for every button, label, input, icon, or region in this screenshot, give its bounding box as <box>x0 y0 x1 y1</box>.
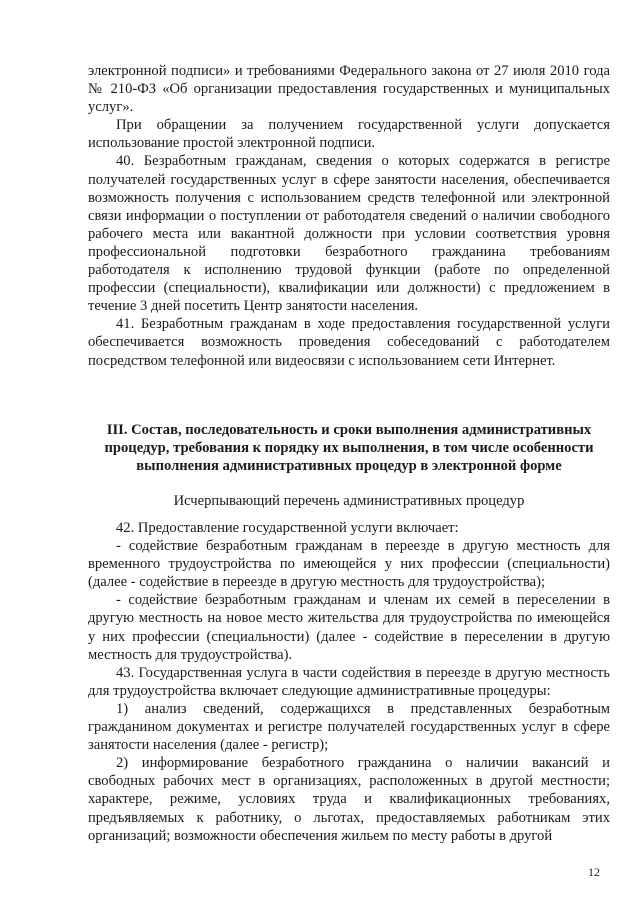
text-block-bottom <box>88 519 610 845</box>
list-item-relocation-temporary: - содействие безработным гражданам в переезде в другую местность для временного трудоустройства по имеющейся у них профессии (специальности) (далее - содействие в переезде в другую местность для трудоустройства); <box>88 538 610 591</box>
paragraph-simple-signature: При обращении за получением государственной услуги допускается использование простой электронной подписи. <box>88 117 610 152</box>
paragraph-41: 41. Безработным гражданам в ходе предоставления государственной услуги обеспечивается возможность проведения собеседований с работодателем посредством телефонной или видеосвязи с использованием сети Интернет. <box>88 316 610 369</box>
list-item-analysis: 1) анализ сведений, содержащихся в представленных безработным гражданином документах и регистре получателей государственных услуг в сфере занятости населения (далее - регистр); <box>88 700 610 754</box>
list-item-informing: 2) информирование безработного гражданина о наличии вакансий и свободных рабочих мест в организациях, расположенных в другой местности; характере, режиме, условиях труда и квалификационных требованиях, предъявляемых к работнику, о льготах, предоставляемых работникам этих организаций; возможности обеспечения жильем по месту работы в другой <box>88 755 610 844</box>
section-heading: III. Состав, последовательность и сроки выполнения административных процедур, требования к порядку их выполнения, в том числе особенности выполнения административных процедур в электронной форме <box>104 422 594 475</box>
text-block-top <box>88 62 610 370</box>
list-item-resettlement: - содействие безработным гражданам и членам их семей в переселении в другую местность на новое место жительства для трудоустройства по имеющейся у них профессии (специальности) (далее - содействие в переселении в другую местность для трудоустройства). <box>88 592 610 663</box>
paragraph-43: 43. Государственная услуга в части содействия в переезде в другую местность для трудоустройства включает следующие административные процедуры: <box>88 664 610 699</box>
subsection-heading: Исчерпывающий перечень административных процедур <box>173 493 525 509</box>
paragraph-42: 42. Предоставление государственной услуги включает: <box>116 520 459 536</box>
paragraph-continuation: электронной подписи» и требованиями Федерального закона от 27 июля 2010 года № 210-ФЗ «Об организации предоставления государственных и муниципальных услуг». <box>88 63 610 116</box>
page-number: 12 <box>588 865 600 879</box>
paragraph-40: 40. Безработным гражданам, сведения о которых содержатся в регистре получателей государственных услуг в сфере занятости населения, обеспечивается возможность получения с использованием средств телефонной или электронной связи информации о поступлении от работодателя сведений о наличии свободного рабочего места или вакантной должности при условии соответствия уровня профессиональной подготовки безработного гражданина требованиям работодателя к исполнению трудовой функции (работе по определенной профессии (специальности), квалификации или должности) с предложением в течение 3 дней посетить Центр занятости населения. <box>88 153 610 315</box>
